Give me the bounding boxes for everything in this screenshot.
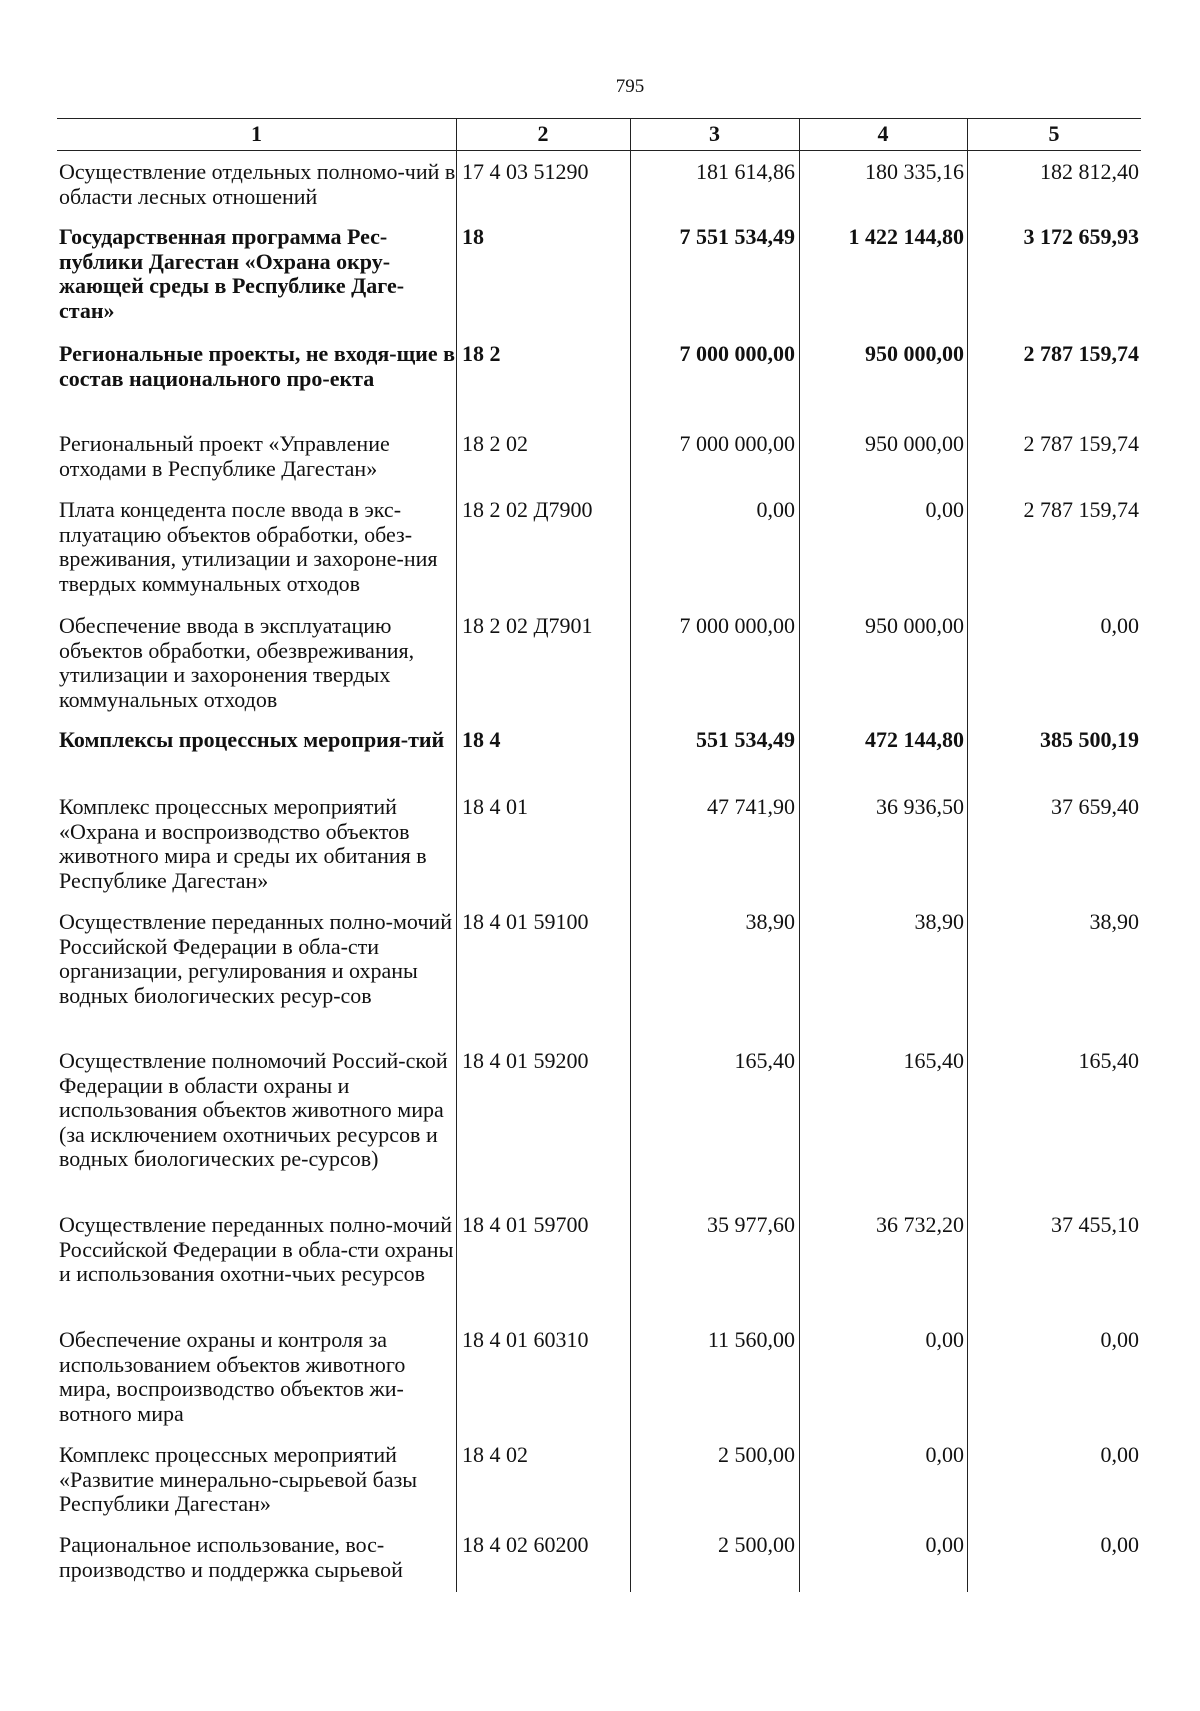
- row-value-4: 38,90: [914, 909, 964, 934]
- row-code: 18 4: [462, 727, 501, 752]
- page-number: 795: [615, 76, 645, 97]
- column-divider-2: [630, 118, 631, 1592]
- row-value-5: 3 172 659,93: [1023, 224, 1139, 249]
- row-name: Комплексы процессных мероприя-тий: [59, 727, 445, 752]
- row-value-3: 35 977,60: [707, 1212, 795, 1237]
- row-name: Осуществление переданных полно-мочий Российской Федерации в обла-сти организации, регулирования и охраны водных биологических ресур-сов: [59, 909, 452, 1008]
- row-name: Осуществление полномочий Россий-ской Федерации в области охраны и использования объектов животного мира (за исключением охотничьих ресурсов и водных биологических ре-сурсов): [59, 1048, 448, 1171]
- row-value-4: 36 732,20: [876, 1212, 964, 1237]
- row-name: Обеспечение ввода в эксплуатацию объектов обработки, обезвреживания, утилизации и захоронения твердых коммунальных отходов: [59, 613, 415, 712]
- row-code: 18 2 02 Д7900: [462, 497, 593, 522]
- row-name: Осуществление переданных полно-мочий Российской Федерации в обла-сти охраны и использования охотни-чьих ресурсов: [59, 1212, 454, 1286]
- row-value-4: 950 000,00: [865, 613, 964, 638]
- row-code: 18 4 01 60310: [462, 1327, 589, 1352]
- row-code: 18: [462, 224, 484, 249]
- row-value-3: 2 500,00: [718, 1532, 795, 1557]
- row-value-5: 385 500,19: [1040, 727, 1139, 752]
- row-value-3: 165,40: [734, 1048, 795, 1073]
- row-code: 18 4 02: [462, 1442, 528, 1467]
- row-value-5: 2 787 159,74: [1023, 497, 1139, 522]
- row-value-3: 7 000 000,00: [679, 431, 795, 456]
- row-code: 18 4 01 59700: [462, 1212, 589, 1237]
- row-value-3: 551 534,49: [696, 727, 795, 752]
- row-code: 18 4 02 60200: [462, 1532, 589, 1557]
- row-value-5: 0,00: [1100, 1327, 1139, 1352]
- column-divider-4: [967, 118, 968, 1592]
- row-name: Региональный проект «Управление отходами в Республике Дагестан»: [59, 431, 390, 481]
- row-value-4: 0,00: [925, 1327, 964, 1352]
- row-value-4: 180 335,16: [865, 159, 964, 184]
- row-value-4: 0,00: [925, 497, 964, 522]
- row-value-3: 7 000 000,00: [679, 341, 795, 366]
- row-value-5: 38,90: [1089, 909, 1139, 934]
- row-value-5: 165,40: [1078, 1048, 1139, 1073]
- row-name: Комплекс процессных мероприятий «Развитие минерально-сырьевой базы Республики Дагестан»: [59, 1442, 418, 1516]
- row-value-5: 0,00: [1100, 1532, 1139, 1557]
- row-name: Плата концедента после ввода в экс-плуатацию объектов обработки, обез-вреживания, утилизации и захороне-ния твердых коммунальных отходов: [59, 497, 438, 596]
- row-value-4: 165,40: [903, 1048, 964, 1073]
- row-value-5: 0,00: [1100, 613, 1139, 638]
- header-col-3: 3: [709, 121, 720, 146]
- header-col-2: 2: [537, 121, 549, 146]
- row-value-4: 950 000,00: [865, 341, 964, 366]
- row-code: 18 4 01 59100: [462, 909, 589, 934]
- row-name: Комплекс процессных мероприятий «Охрана и воспроизводство объектов животного мира и среды их обитания в Республике Дагестан»: [59, 794, 427, 893]
- row-value-5: 37 659,40: [1051, 794, 1139, 819]
- row-value-5: 37 455,10: [1051, 1212, 1139, 1237]
- row-code: 18 4 01: [462, 794, 528, 819]
- row-value-5: 2 787 159,74: [1023, 431, 1139, 456]
- row-value-5: 182 812,40: [1040, 159, 1139, 184]
- header-bottom-rule: [57, 150, 1141, 151]
- row-name: Региональные проекты, не входя-щие в состав национального про-екта: [59, 341, 455, 391]
- row-value-3: 38,90: [745, 909, 795, 934]
- column-divider-3: [799, 118, 800, 1592]
- row-value-5: 0,00: [1100, 1442, 1139, 1467]
- row-value-3: 0,00: [756, 497, 795, 522]
- row-code: 18 2 02 Д7901: [462, 613, 593, 638]
- row-name: Рациональное использование, вос-производство и поддержка сырьевой: [59, 1532, 403, 1582]
- row-value-4: 1 422 144,80: [848, 224, 964, 249]
- row-name: Обеспечение охраны и контроля за использованием объектов животного мира, воспроизводство объектов жи-вотного мира: [59, 1327, 406, 1426]
- row-code: 17 4 03 51290: [462, 159, 589, 184]
- row-value-4: 950 000,00: [865, 431, 964, 456]
- row-value-4: 0,00: [925, 1532, 964, 1557]
- row-value-3: 181 614,86: [696, 159, 795, 184]
- row-code: 18 4 01 59200: [462, 1048, 589, 1073]
- row-value-3: 7 551 534,49: [679, 224, 795, 249]
- header-col-5: 5: [1048, 121, 1060, 146]
- row-name: Государственная программа Рес-публики Дагестан «Охрана окру-жающей среды в Республике Даге-стан»: [59, 224, 405, 323]
- header-col-1: 1: [251, 121, 262, 146]
- row-code: 18 2 02: [462, 431, 528, 456]
- row-value-3: 2 500,00: [718, 1442, 795, 1467]
- row-code: 18 2: [462, 341, 501, 366]
- row-value-3: 47 741,90: [707, 794, 795, 819]
- row-name: Осуществление отдельных полномо-чий в области лесных отношений: [59, 159, 456, 209]
- header-col-4: 4: [877, 121, 889, 146]
- row-value-5: 2 787 159,74: [1023, 341, 1139, 366]
- row-value-3: 11 560,00: [707, 1327, 795, 1352]
- row-value-4: 36 936,50: [876, 794, 964, 819]
- table-top-rule: [57, 118, 1141, 119]
- row-value-4: 472 144,80: [865, 727, 964, 752]
- row-value-4: 0,00: [925, 1442, 964, 1467]
- row-value-3: 7 000 000,00: [679, 613, 795, 638]
